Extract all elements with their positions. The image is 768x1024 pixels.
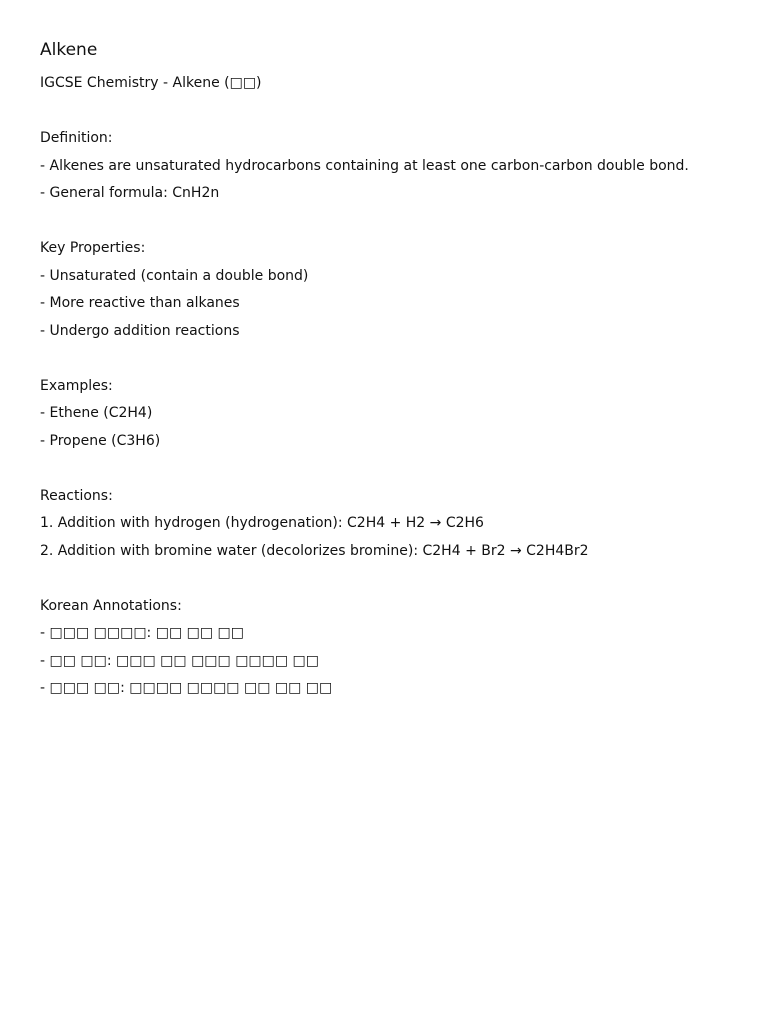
annotation-line: - □□□ □□□□: □□ □□ □□ [40,625,244,641]
definition-line: - General formula: CnH2n [40,185,220,201]
annotation-line: - □□□ □□: □□□□ □□□□ □□ □□ □□ [40,680,333,696]
section-gap [40,98,740,126]
document-page [40,38,740,703]
reaction-line: 2. Addition with bromine water (decolorizes bromine): C2H4 + Br2 → C2H4Br2 [40,542,589,559]
definition-line: - Alkenes are unsaturated hydrocarbons containing at least one carbon-carbon double bond. [40,157,689,174]
section-gap [40,455,740,483]
document-subtitle: IGCSE Chemistry - Alkene (□□) [40,75,262,91]
section-heading-korean-annotations: Korean Annotations: [40,597,182,614]
section-heading-key-properties: Key Properties: [40,240,146,256]
reaction-line: 1. Addition with hydrogen (hydrogenation): C2H4 + H2 → C2H6 [40,515,484,531]
document-title: Alkene [40,40,98,60]
section-gap [40,565,740,593]
section-heading-definition: Definition: [40,130,113,146]
section-heading-examples: Examples: [40,377,113,394]
section-gap [40,208,740,236]
section-gap [40,345,740,373]
annotation-line: - □□ □□: □□□ □□ □□□ □□□□ □□ [40,652,320,669]
property-line: - More reactive than alkanes [40,295,240,311]
section-heading-reactions: Reactions: [40,487,113,504]
property-line: - Unsaturated (contain a double bond) [40,267,309,284]
example-line: - Ethene (C2H4) [40,405,153,421]
property-line: - Undergo addition reactions [40,322,240,339]
example-line: - Propene (C3H6) [40,432,161,449]
